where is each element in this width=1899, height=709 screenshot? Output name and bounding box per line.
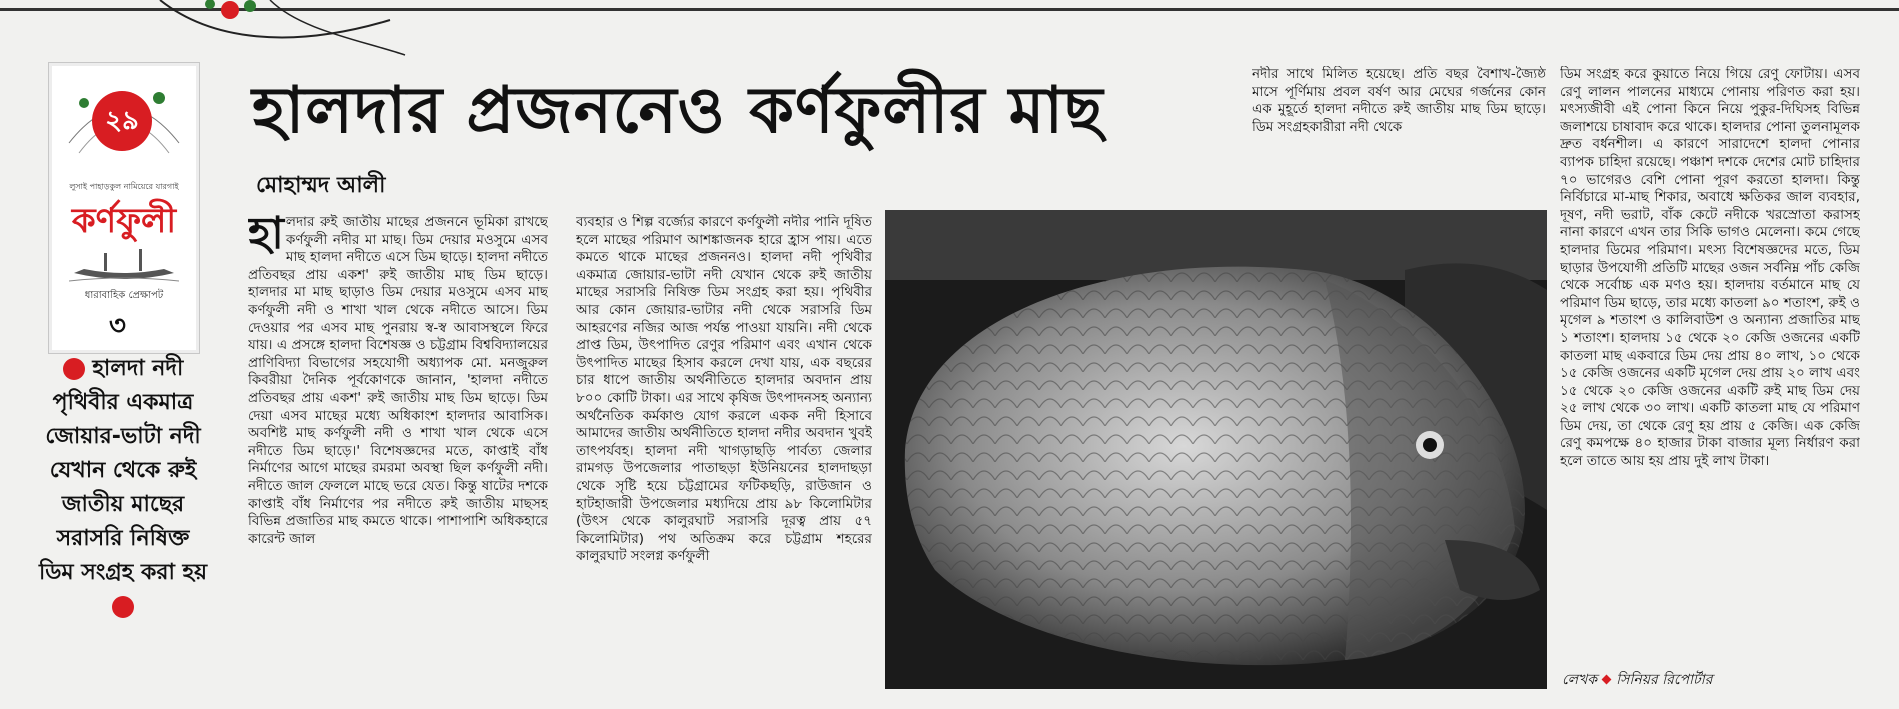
- diamond-icon: [1602, 675, 1612, 685]
- fish-photo: [885, 210, 1547, 689]
- headline: হালদার প্রজননেও কর্ণফুলীর মাছ: [252, 73, 1104, 148]
- pull-quote: [38, 352, 208, 624]
- article-column-4: [1560, 66, 1860, 661]
- author-credit: [1562, 668, 1712, 692]
- quote-close-dot: [112, 596, 134, 618]
- author-label: লেখক: [1562, 672, 1598, 688]
- series-brand: কর্ণফুলী: [71, 201, 177, 241]
- article-column-2: [576, 214, 872, 694]
- column-3-text: নদীর সাথে মিলিত হয়েছে। প্রতি বছর বৈশাখ-জ্যৈষ্ঠ মাসে পূর্ণিমায় প্রবল বর্ষণ আর মেঘের গর্জনের কোন এক মুহূর্তে হালদা নদীতে রুই জাতীয় মাছ ডিম ছাড়ে। ডিম সংগ্রহকারীরা নদী থেকে: [1252, 66, 1546, 135]
- column-1-text: লদার রুই জাতীয় মাছের প্রজননে ভূমিকা রাখছে কর্ণফুলী নদীর মা মাছ। ডিম দেয়ার মওসুমে এসব মাছ হালদা নদীতে এসে ডিম ছাড়ে। হালদা নদীতে প্রতিবছর প্রায় একশ' রুই জাতীয় মাছ ডিম ছাড়ে। হালদার মা মাছ ছাড়াও ডিম দেয়ার মওসুমে এসব মাছ কর্ণফুলী নদী ও শাখা খাল থেকে নদীতে আসে। ডিম দেওয়ার পর এসব মাছ পুনরায় স্ব-স্ব আবাসস্থলে ফিরে যায়। এ প্রসঙ্গে হালদা বিশেষজ্ঞ ও চট্টগ্রাম বিশ্ববিদ্যালয়ের প্রাণিবিদ্যা বিভাগের সহযোগী অধ্যাপক মো. মনজুরুল কিবরীয়া দৈনিক পূর্বকোণকে জানান, 'হালদা নদীতে প্রতিবছর প্রায় একশ' রুই জাতীয় মাছ ডিম ছাড়ে। ডিম দেয়া এসব মাছের মধ্যে অধিকাংশ হালদার আবাসিক। অবশিষ্ট মাছ কর্ণফুলী নদী ও শাখা খাল থেকে এসে নদীতে ডিম ছাড়ে।' বিশেষজ্ঞদের মতে, কাপ্তাই বাঁধ নির্মাণের আগে মাছের রমরমা অবস্থা ছিল কর্ণফুলী নদী। নদীতে জাল ফেললে মাছে ভরে যেত। কিন্তু ষাটের দশকে কাপ্তাই বাঁধ নির্মাণের পর নদীতে রুই জাতীয় মাছসহ বিভিন্ন প্রজাতির মাছ কমতে থাকে। পাশাপাশি অধিকহারে কারেন্ট জাল: [248, 214, 548, 547]
- series-panel: [48, 62, 200, 354]
- author-role: সিনিয়র রিপোর্টার: [1616, 672, 1713, 688]
- issue-badge: ২৯: [92, 91, 152, 151]
- byline: মোহাম্মদ আলী: [256, 173, 386, 198]
- drop-cap: হা: [248, 214, 284, 259]
- article-column-1: [248, 214, 548, 694]
- part-number: ৩: [109, 311, 126, 341]
- panel-subtitle: লুসাই পাহাড়কুল নামিয়েরে যারগাই: [69, 182, 179, 191]
- carp-image: [885, 210, 1547, 689]
- column-2-text: ব্যবহার ও শিল্প বর্জ্যের কারণে কর্ণফুলী নদীর পানি দূষিত হলে মাছের পরিমাণ আশঙ্কাজনক হারে হ্রাস পায়। এতে কমতে থাকে মাছের প্রজননও। হালদা নদী পৃথিবীর একমাত্র জোয়ার-ভাটা নদী যেখান থেকে রুই জাতীয় মাছের সরাসরি নিষিক্ত ডিম সংগ্রহ করা হয়। পৃথিবীর আর কোন জোয়ার-ভাটার নদী থেকে সরাসরি ডিম আহরণের নজির আজ পর্যন্ত পাওয়া যায়নি। নদী থেকে প্রাপ্ত ডিম, উৎপাদিত রেণুর পরিমাণ এবং এখান থেকে উৎপাদিত মাছের হিসাব করলে দেখা যায়, এক বছরের চার ধাপে জাতীয় অর্থনীতিতে হালদার অবদান প্রায় ৮০০ কোটি টাকা। এর সাথে কৃষিজ উৎপাদনসহ অন্যান্য অর্থনৈতিক কর্মকাণ্ড যোগ করলে একক নদী হিসাবে আমাদের জাতীয় অর্থনীতিতে হালদা নদীর অবদান খুবই তাৎপর্যবহ। হালদা নদী খাগড়াছড়ি পার্বত্য জেলার রামগড় উপজেলার পাতাছড়া ইউনিয়নের হালদাছড়া থেকে সৃষ্টি হয়ে চট্টগ্রামের ফটিকছড়ি, রাউজান ও হাটহাজারী উপজেলার মধ্যদিয়ে প্রায় ৯৮ কিলোমিটার (উৎস থেকে কালুরঘাট সরাসরি দূরত্ব প্রায় ৫৭ কিলোমিটার) পথ অতিক্রম করে চট্টগ্রাম শহরের কালুরঘাট সংলগ্ন কর্ণফুলী: [576, 214, 872, 565]
- column-4-text: ডিম সংগ্রহ করে কুয়াতে নিয়ে গিয়ে রেণু ফোটায়। এসব রেণু লালন পালনের মাধ্যমে পোনায় পরিণত করা হয়। মৎস্যজীবী এই পোনা কিনে নিয়ে পুকুর-দিঘিসহ বিভিন্ন জলাশয়ে চাষাবাদ করে থাকে। হালদার পোনা তুলনামূলক দ্রুত বর্ধনশীল। এ কারণে সারাদেশে হালদা পোনার ব্যাপক চাহিদা রয়েছে। পঞ্চাশ দশকে দেশের মোট চাহিদার ৭০ ভাগেরও বেশি পোনা পূরণ করতো হালদা। কিন্তু নির্বিচারে মা-মাছ শিকার, অবাধে ক্ষতিকর জাল ব্যবহার, দূষণ, নদী ভরাট, বাঁক কেটে নদীকে খরস্রোতা করাসহ নানা কারণে এখন তার সিকি ভাগও মেলেনা। কমে গেছে হালদার ডিমের পরিমাণ। মৎস্য বিশেষজ্ঞদের মতে, ডিম ছাড়ার উপযোগী প্রতিটি মাছের ওজন সর্বনিম্ন পাঁচ কেজি থেকে সর্বোচ্চ এক মণও হয়। হালদায় বর্তমানে মাছ যে পরিমাণ ডিম ছাড়ে, তার মধ্যে কাতলা ৯০ শতাংশ, রুই ও মৃগেল ৯ শতাংশ ও কালিবাউশ ও অন্যান্য প্রজাতির মাছ ১ শতাংশ। হালদায় ১৫ থেকে ২০ কেজি ওজনের একটি কাতলা মাছ একবারে ডিম দেয় প্রায় ৪০ লাখ, ১০ থেকে ১৫ কেজি ওজনের একটি মৃগেল দেয় প্রায় ২০ লাখ এবং ১৫ থেকে ২০ কেজি ওজনের একটি রুই মাছ ডিম দেয় ২৫ লাখ থেকে ৩০ লাখ। একটি কাতলা মাছ যে পরিমাণ ডিম দেয়, তা থেকে রেণু হয় প্রায় ৫ কেজি। এক কেজি রেণু কমপক্ষে ৪০ হাজার টাকা বাজার মূল্য নির্ধারণ করা হলে তাতে আয় হয় প্রায় দুই লাখ টাকা।: [1560, 66, 1860, 470]
- boat-illustration: [69, 243, 179, 285]
- quote-open-dot: [63, 358, 85, 380]
- article-column-3: [1252, 66, 1546, 206]
- series-label: ধারাবাহিক প্রেক্ষাপট: [84, 290, 164, 301]
- pull-quote-text: হালদা নদী পৃথিবীর একমাত্র জোয়ার-ভাটা নদী যেখান থেকে রুই জাতীয় মাছের সরাসরি নিষিক্ত ডিম সংগ্রহ করা হয়: [38, 356, 208, 585]
